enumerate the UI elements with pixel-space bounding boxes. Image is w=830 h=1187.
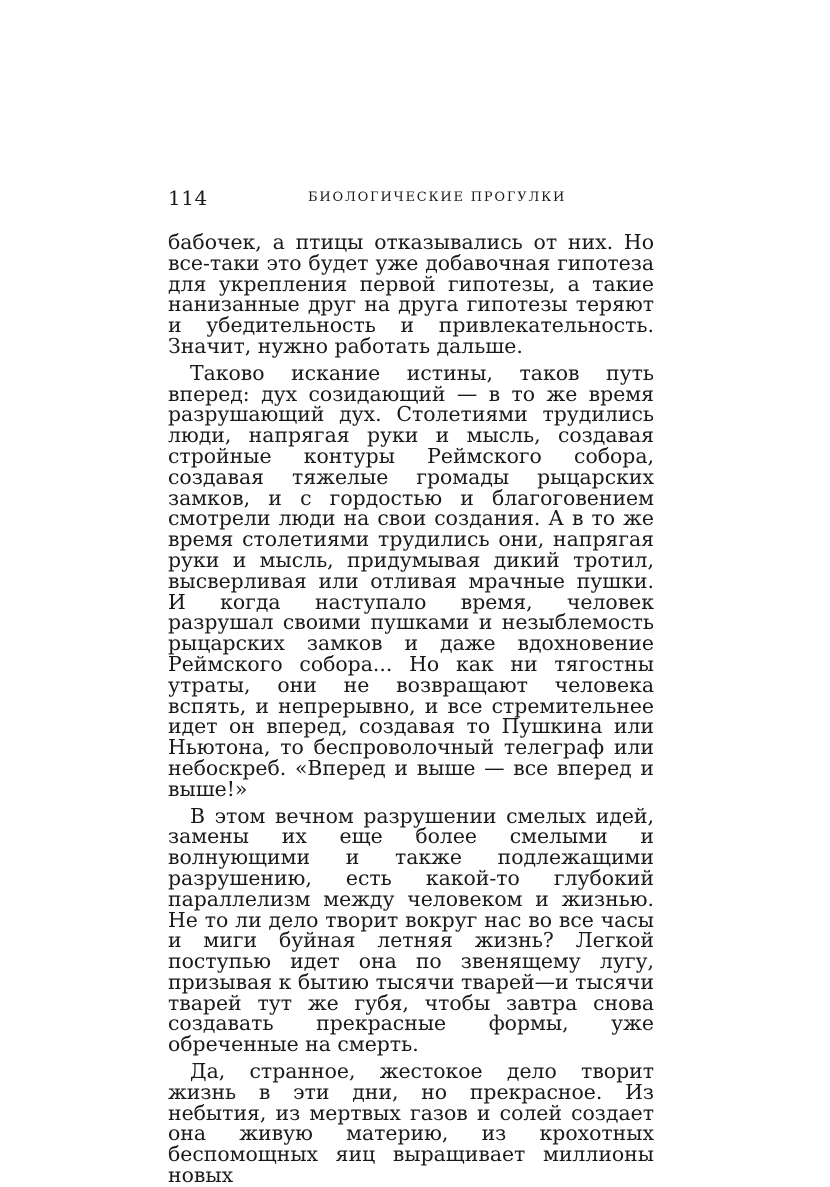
paragraph-4: Да, странное, жестокое дело творит жизнь в эти дни, но прекрасное. Из небытия, из мертвых газов и солей создает она живую материю, из крохотных беспомощных яиц выращивает миллионы новых — [168, 1059, 654, 1187]
page-number: 114 — [168, 186, 208, 210]
body-text — [168, 232, 654, 1186]
page-header — [168, 186, 654, 216]
paragraph-2: Таково искание истины, таков путь вперед: дух созидающий — в то же время разрушающий дух. Столетиями трудились люди, напрягая руки и мысль, создавая стройные контуры Реймского собора, создавая тяжелые громады рыцарских замков, и с гордостью и благоговением смотрели люди на свои создания. А в то же время столетиями трудились они, напрягая руки и мысль, придумывая дикий тротил, высверливая или отливая мрачные пушки. И когда наступало время, человек разрушал своими пушками и незыблемость рыцарских замков и даже вдохновение Реймского собора... Но как ни тягостны утраты, они не возвращают человека вспять, и непрерывно, и все стремительнее идет он вперед, создавая то Пушкина или Ньютона, то беспроволочный телеграф или небоскреб. «Вперед и выше — все вперед и выше!» — [168, 360, 654, 801]
paragraph-3: В этом вечном разрушении смелых идей, замены их еще более смелыми и волнующими и также подлежащими разрушению, есть какой-то глубокий параллелизм между человеком и жизнью. Не то ли дело творит вокруг нас во все часы и миги буйная летняя жизнь? Легкой поступью идет она по звенящему лугу, призывая к бытию тысячи тварей—и тысячи тварей тут же губя, чтобы завтра снова создавать прекрасные формы, уже обреченные на смерть. — [168, 803, 654, 1057]
paragraph-1: бабочек, а птицы отказывались от них. Но все-таки это будет уже добавочная гипотеза для укрепления первой гипотезы, а такие нанизанные друг на друга гипотезы теряют и убедительность и привлекательность. Значит, нужно работать дальше. — [168, 230, 654, 358]
running-title: БИОЛОГИЧЕСКИЕ ПРОГУЛКИ — [308, 190, 567, 205]
